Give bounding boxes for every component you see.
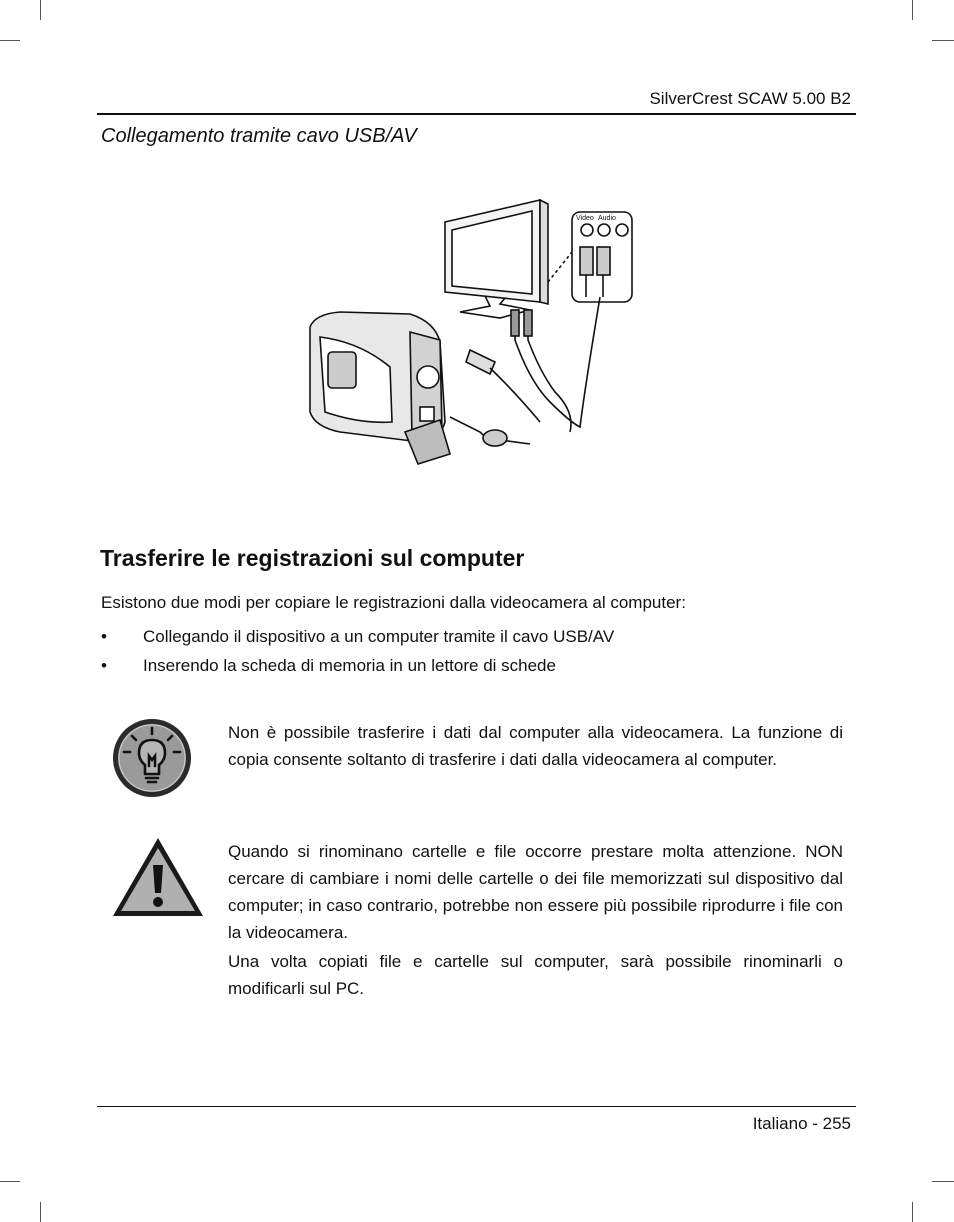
bullet-marker: •	[101, 656, 107, 675]
crop-mark	[912, 0, 913, 20]
list-item	[101, 655, 614, 684]
bullet-list	[101, 626, 614, 684]
list-item-text: Inserendo la scheda di memoria in un lettore di schede	[143, 656, 556, 675]
tip-note	[228, 719, 843, 773]
warning-icon	[110, 835, 206, 919]
page-header-title: SilverCrest SCAW 5.00 B2	[649, 89, 851, 108]
tip-text: Non è possibile trasferire i dati dal computer alla videocamera. La funzione di copia consente soltanto di trasferire i dati dalla videocamera al computer.	[228, 723, 843, 769]
crop-mark	[932, 40, 954, 41]
warning-paragraph: Quando si rinominano cartelle e file occorre prestare molta attenzione. NON cercare di cambiare i nomi delle cartelle o dei file memorizzati sul dispositivo dal computer; in caso contrario, potrebbe non essere più possibile riprodurre i file con la videocamera.	[228, 842, 843, 942]
audio-label: Audio	[598, 215, 616, 222]
section-heading: Trasferire le registrazioni sul computer	[100, 545, 525, 571]
warning-paragraph: Una volta copiati file e cartelle sul computer, sarà possibile rinominarli o modificarli sul PC.	[228, 952, 843, 998]
list-item	[101, 626, 614, 655]
crop-mark	[912, 1202, 913, 1222]
section-title: Collegamento tramite cavo USB/AV	[101, 125, 417, 147]
page-number: Italiano - 255	[752, 1114, 851, 1133]
intro-text: Esistono due modi per copiare le registrazioni dalla videocamera al computer:	[101, 593, 686, 612]
crop-mark	[0, 1181, 20, 1182]
crop-mark	[0, 40, 20, 41]
header-divider	[97, 113, 856, 115]
lightbulb-icon	[110, 716, 194, 800]
bullet-marker: •	[101, 627, 107, 646]
connection-illustration	[300, 192, 650, 472]
video-label: Video	[576, 215, 594, 222]
crop-mark	[40, 1202, 41, 1222]
crop-mark	[932, 1181, 954, 1182]
warning-note	[228, 838, 843, 1002]
crop-mark	[40, 0, 41, 20]
footer-divider	[97, 1106, 856, 1107]
list-item-text: Collegando il dispositivo a un computer tramite il cavo USB/AV	[143, 627, 615, 646]
